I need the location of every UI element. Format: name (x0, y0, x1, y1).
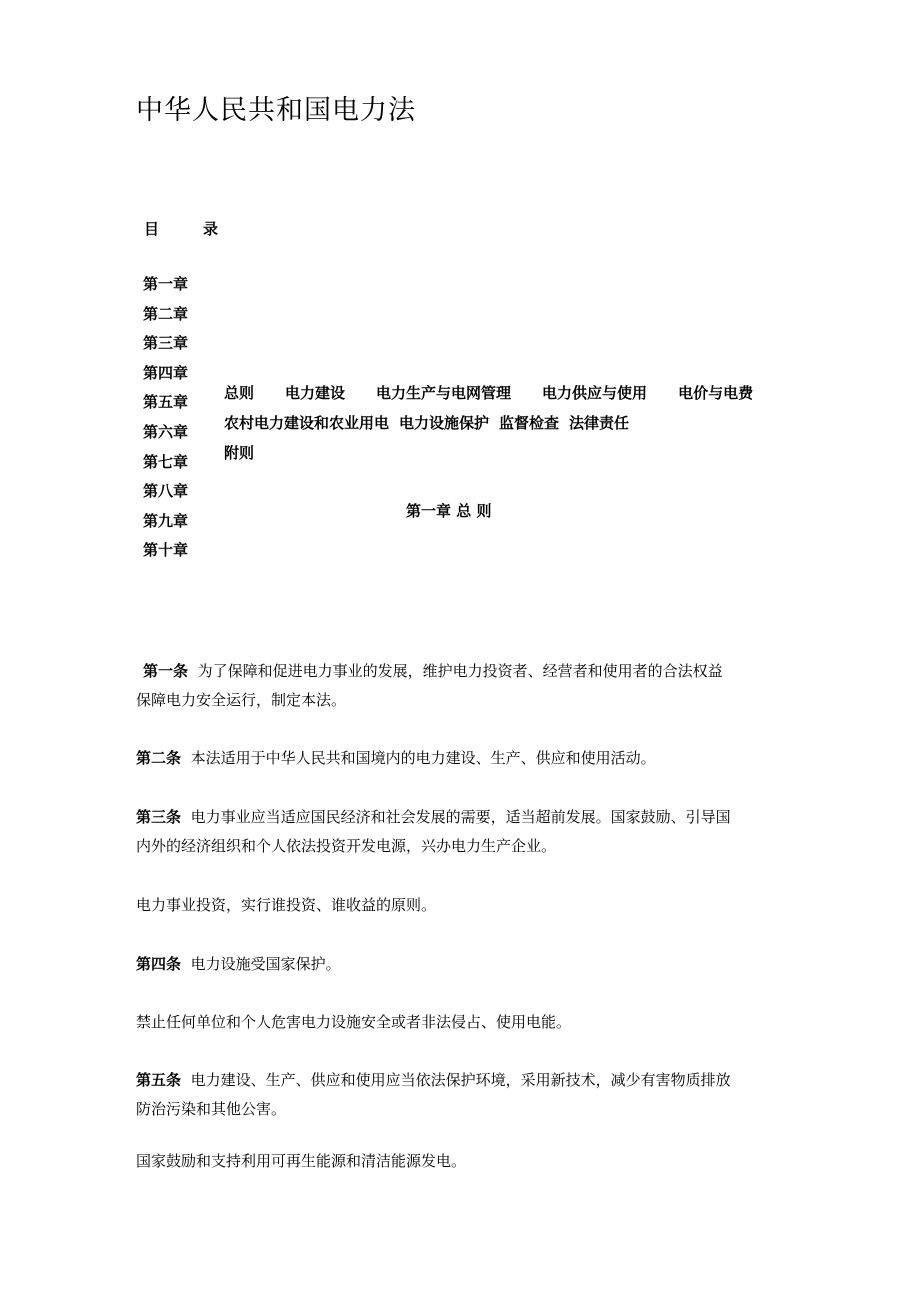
article-5-line-1 (136, 1066, 731, 1095)
toc-name-protection: 电力设施保护 (399, 414, 490, 432)
article-3-text: 电力事业应当适应国民经济和社会发展的需要，适当超前发展。国家鼓励、引导国 (190, 808, 731, 826)
toc-chapter-10: 第十章 (143, 541, 189, 560)
article-4-paragraph-2: 禁止任何单位和个人危害电力设施安全或者非法侵占、使用电能。 (136, 1013, 572, 1031)
toc-heading-right: 录 (203, 220, 219, 238)
article-3-paragraph-2: 电力事业投资，实行谁投资、谁收益的原则。 (136, 896, 437, 914)
toc-chapter-4: 第四章 (143, 363, 189, 382)
toc-name-supervision: 监督检查 (499, 414, 560, 432)
article-5-text: 电力建设、生产、供应和使用应当依法保护环境，采用新技术，减少有害物质排放 (190, 1071, 731, 1089)
toc-chapter-list (143, 270, 188, 566)
toc-heading-left: 目 (144, 220, 160, 238)
document-title: 中华人民共和国电力法 (136, 95, 416, 126)
toc-chapter-7: 第七章 (143, 452, 189, 471)
toc-name-supplementary: 附则 (224, 444, 255, 462)
article-3-line-1 (136, 803, 731, 832)
article-2-text: 本法适用于中华人民共和国境内的电力建设、生产、供应和使用活动。 (190, 749, 656, 767)
article-2-label: 第二条 (136, 749, 182, 767)
article-5-label: 第五条 (136, 1071, 182, 1089)
toc-heading (144, 218, 218, 240)
toc-chapter-8: 第八章 (143, 482, 189, 501)
toc-name-general: 总则 (224, 384, 255, 402)
article-1-line-1 (143, 657, 723, 686)
toc-name-liability: 法律责任 (569, 414, 630, 432)
toc-names-row-3 (224, 442, 254, 464)
article-4 (136, 950, 341, 979)
article-1-text: 为了保障和促进电力事业的发展，维护电力投资者、经营者和使用者的合法权益 (197, 662, 723, 680)
toc-chapter-5: 第五章 (143, 393, 189, 412)
toc-name-pricing: 电价与电费 (678, 384, 754, 402)
toc-names-row-1 (224, 382, 753, 404)
article-5-line-2: 防治污染和其他公害。 (136, 1100, 287, 1118)
toc-chapter-2: 第二章 (143, 304, 189, 323)
toc-name-construction: 电力建设 (285, 384, 346, 402)
article-2 (136, 744, 656, 773)
toc-name-production: 电力生产与电网管理 (376, 384, 512, 402)
article-3-label: 第三条 (136, 808, 182, 826)
toc-chapter-3: 第三章 (143, 334, 189, 353)
article-4-text: 电力设施受国家保护。 (190, 955, 341, 973)
article-1-line-2: 保障电力安全运行，制定本法。 (136, 691, 347, 709)
chapter-heading: 第一章 总 则 (406, 502, 492, 520)
toc-name-rural: 农村电力建设和农业用电 (224, 414, 390, 432)
toc-chapter-1: 第一章 (143, 275, 189, 293)
article-3-line-2: 内外的经济组织和个人依法投资开发电源，兴办电力生产企业。 (136, 837, 557, 855)
toc-name-supply: 电力供应与使用 (542, 384, 648, 402)
article-1-label: 第一条 (143, 662, 189, 680)
article-4-label: 第四条 (136, 955, 182, 973)
article-5-paragraph-2: 国家鼓励和支持利用可再生能源和清洁能源发电。 (136, 1152, 467, 1170)
toc-chapter-9: 第九章 (143, 511, 189, 530)
toc-names-row-2 (224, 412, 629, 434)
toc-chapter-6: 第六章 (143, 422, 189, 441)
